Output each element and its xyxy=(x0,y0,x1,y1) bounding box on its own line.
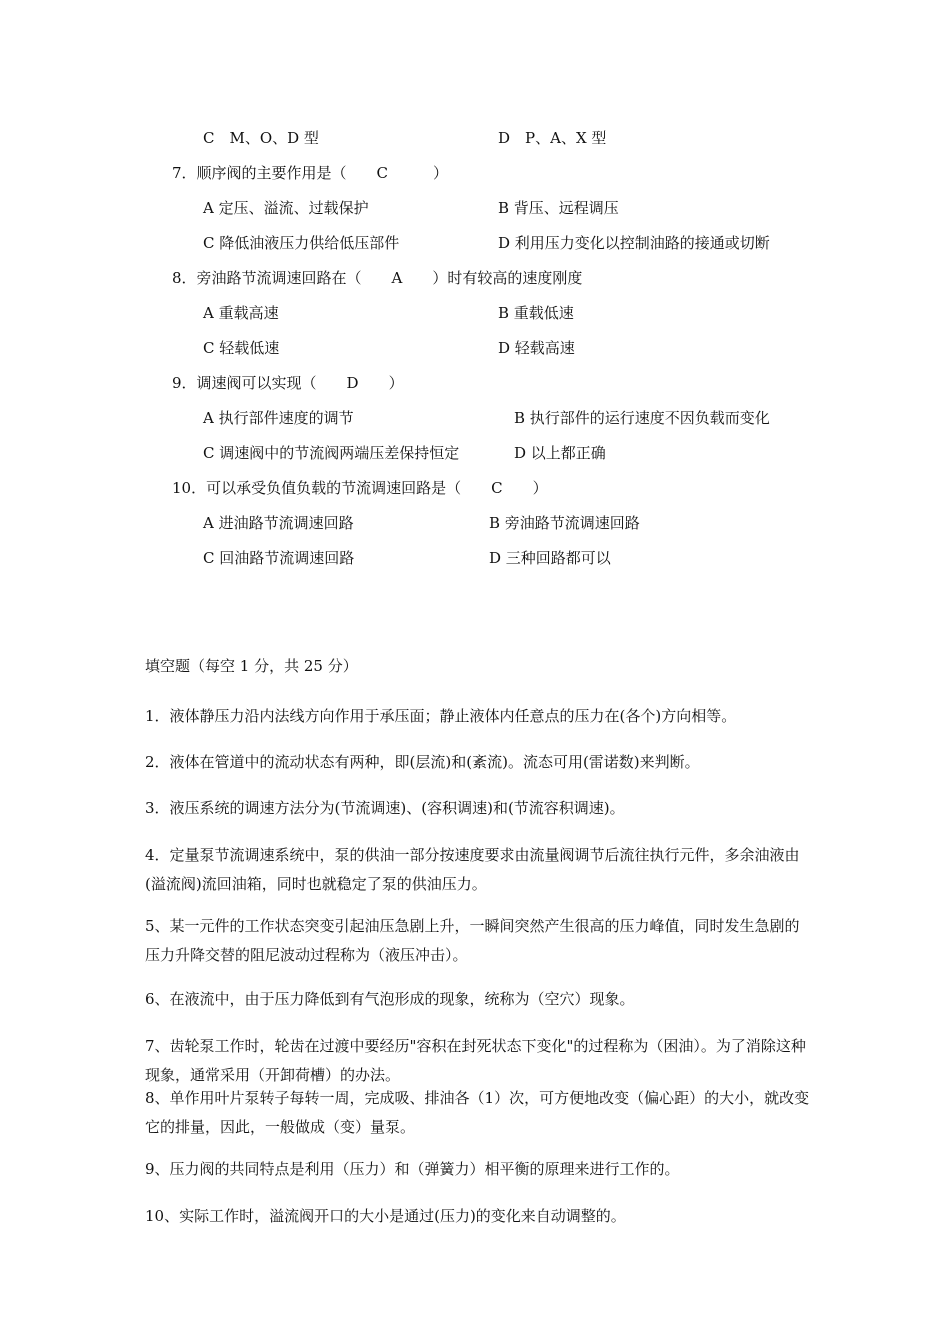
fill-item-6: 6、在液流中，由于压力降低到有气泡形成的现象，统称为（空穴）现象。 xyxy=(145,990,635,1008)
fill-item-9: 9、压力阀的共同特点是利用（压力）和（弹簧力）相平衡的原理来进行工作的。 xyxy=(145,1160,680,1178)
q7-option-c: C 降低油液压力供给低压部件 xyxy=(203,234,400,252)
q10-option-d: D 三种回路都可以 xyxy=(489,549,611,567)
q7-option-a: A 定压、溢流、过载保护 xyxy=(203,199,369,217)
q8-option-b: B 重载低速 xyxy=(498,304,574,322)
q9-option-c: C 调速阀中的节流阀两端压差保持恒定 xyxy=(203,444,460,462)
q10-option-a: A 进油路节流调速回路 xyxy=(203,514,354,532)
q9-stem: 9．调速阀可以实现（ D ） xyxy=(172,374,404,392)
q9-option-b: B 执行部件的运行速度不因负载而变化 xyxy=(514,409,770,427)
q7-stem: 7．顺序阀的主要作用是（ C ） xyxy=(172,164,449,182)
q10-stem: 10．可以承受负值负载的节流调速回路是（ C ） xyxy=(172,479,548,497)
q8-option-a: A 重载高速 xyxy=(203,304,279,322)
q10-option-b: B 旁油路节流调速回路 xyxy=(489,514,640,532)
q7-option-b: B 背压、远程调压 xyxy=(498,199,619,217)
q8-stem: 8．旁油路节流调速回路在（ A ）时有较高的速度刚度 xyxy=(172,269,583,287)
q7-option-d: D 利用压力变化以控制油路的接通或切断 xyxy=(498,234,770,252)
fill-item-10: 10、实际工作时，溢流阀开口的大小是通过(压力)的变化来自动调整的。 xyxy=(145,1207,626,1225)
q9-option-d: D 以上都正确 xyxy=(514,444,606,462)
fill-item-3: 3．液压系统的调速方法分为(节流调速)、(容积调速)和(节流容积调速)。 xyxy=(145,799,625,817)
q8-option-d: D 轻载高速 xyxy=(498,339,575,357)
q6-option-c: C M、O、D 型 xyxy=(203,129,319,147)
fill-item-1: 1．液体静压力沿内法线方向作用于承压面；静止液体内任意点的压力在(各个)方向相等。 xyxy=(145,707,737,725)
fill-item-8: 8、单作用叶片泵转子每转一周，完成吸、排油各（1）次，可方便地改变（偏心距）的大小，就改变它的排量，因此，一般做成（变）量泵。 xyxy=(145,1089,810,1136)
q9-option-a: A 执行部件速度的调节 xyxy=(203,409,354,427)
fill-item-2: 2．液体在管道中的流动状态有两种，即(层流)和(紊流)。流态可用(雷诺数)来判断。 xyxy=(145,753,700,771)
q6-option-d: D P、A、X 型 xyxy=(498,129,607,147)
fill-item-4: 4．定量泵节流调速系统中，泵的供油一部分按速度要求由流量阀调节后流往执行元件，多余油液由(溢流阀)流回油箱，同时也就稳定了泵的供油压力。 xyxy=(145,846,800,893)
q10-option-c: C 回油路节流调速回路 xyxy=(203,549,355,567)
q8-option-c: C 轻载低速 xyxy=(203,339,280,357)
fill-item-7: 7、齿轮泵工作时，轮齿在过渡中要经历"容积在封死状态下变化"的过程称为（困油）。为了消除这种现象，通常采用（开卸荷槽）的办法。 xyxy=(145,1037,806,1084)
fill-item-5: 5、某一元件的工作状态突变引起油压急剧上升，一瞬间突然产生很高的压力峰值，同时发生急剧的压力升降交替的阻尼波动过程称为（液压冲击）。 xyxy=(145,917,800,964)
fill-heading: 填空题（每空 1 分，共 25 分） xyxy=(145,657,358,675)
